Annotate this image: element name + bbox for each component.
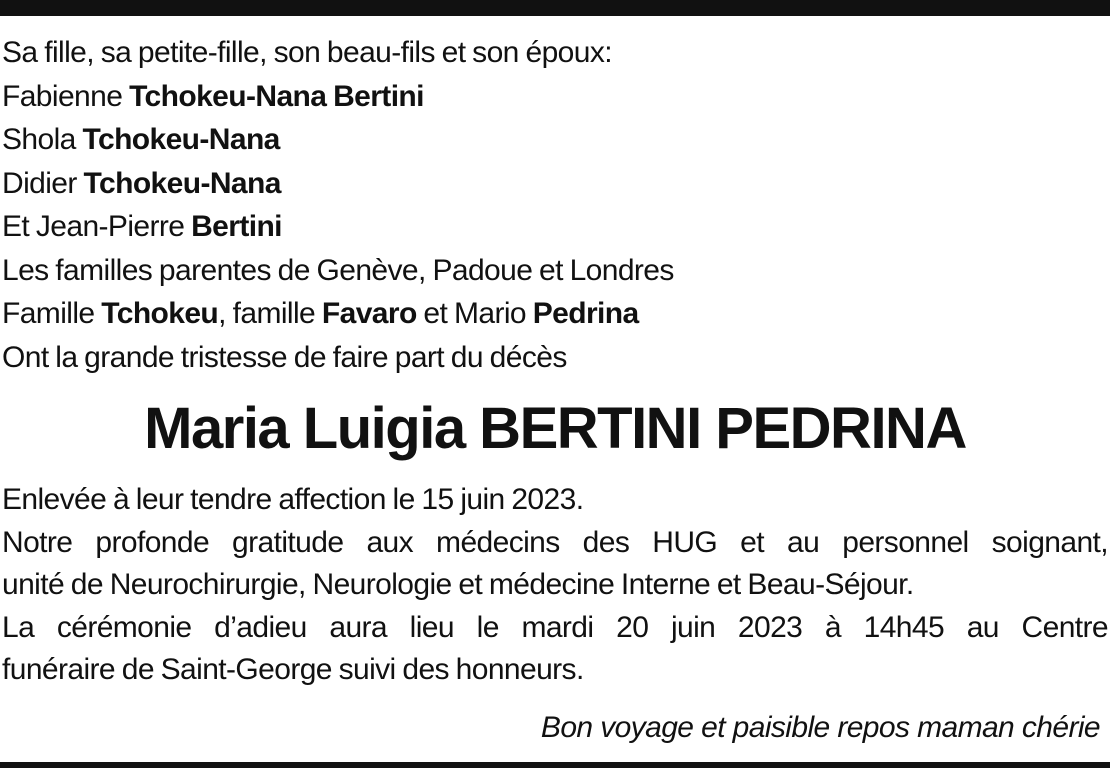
family-name-tchokeu: Tchokeu [101, 297, 219, 330]
deceased-name-heading: Maria Luigia BERTINI PEDRINA [144, 396, 966, 461]
mourner-first-name: Et Jean-Pierre [2, 210, 185, 243]
mourner-first-name: Shola [2, 123, 76, 156]
mourner-shola [2, 118, 1108, 162]
families-text-1: Famille [2, 297, 95, 330]
family-name-pedrina: Pedrina [532, 297, 639, 330]
families-line [2, 292, 1108, 336]
notice-body [2, 479, 1108, 692]
families-text-2: , famille [218, 297, 316, 330]
related-families-line: Les familles parentes de Genève, Padoue et Londres [2, 253, 674, 287]
mourner-fabienne [2, 75, 1108, 119]
mourner-last-name: Bertini [191, 210, 282, 243]
mourner-didier [2, 162, 1108, 206]
mourner-last-name: Tchokeu-Nana [82, 123, 280, 156]
mourners-list [2, 31, 1108, 379]
family-name-favaro: Favaro [321, 297, 417, 330]
ceremony-line-1: La cérémonie d’adieu aura lieu le mardi 20 juin 2023 à 14h45 au Centre [2, 610, 1108, 644]
families-text-3: et Mario [423, 297, 526, 330]
mourner-first-name: Fabienne [2, 79, 123, 113]
top-border-rule [0, 0, 1110, 16]
mourner-jean-pierre [2, 205, 1108, 249]
gratitude-line-1: Notre profonde gratitude aux médecins des HUG et au personnel soignant, [2, 525, 1108, 559]
mourner-first-name: Didier [2, 166, 77, 200]
mourner-last-name: Tchokeu-Nana [83, 166, 281, 200]
announcement-line: Ont la grande tristesse de faire part du décès [2, 340, 567, 374]
gratitude-line-2: unité de Neurochirurgie, Neurologie et médecine Interne et Beau-Séjour. [2, 568, 914, 601]
ceremony-line-2: funéraire de Saint-George suivi des honneurs. [2, 653, 584, 686]
closing-farewell: Bon voyage et paisible repos maman chérie [540, 711, 1100, 744]
mourner-last-name: Tchokeu-Nana Bertini [129, 79, 424, 113]
date-of-death-line: Enlevée à leur tendre affection le 15 juin 2023. [2, 483, 584, 516]
bottom-border-rule [0, 762, 1110, 768]
mourners-intro-line: Sa fille, sa petite-fille, son beau-fils et son époux: [2, 36, 612, 69]
